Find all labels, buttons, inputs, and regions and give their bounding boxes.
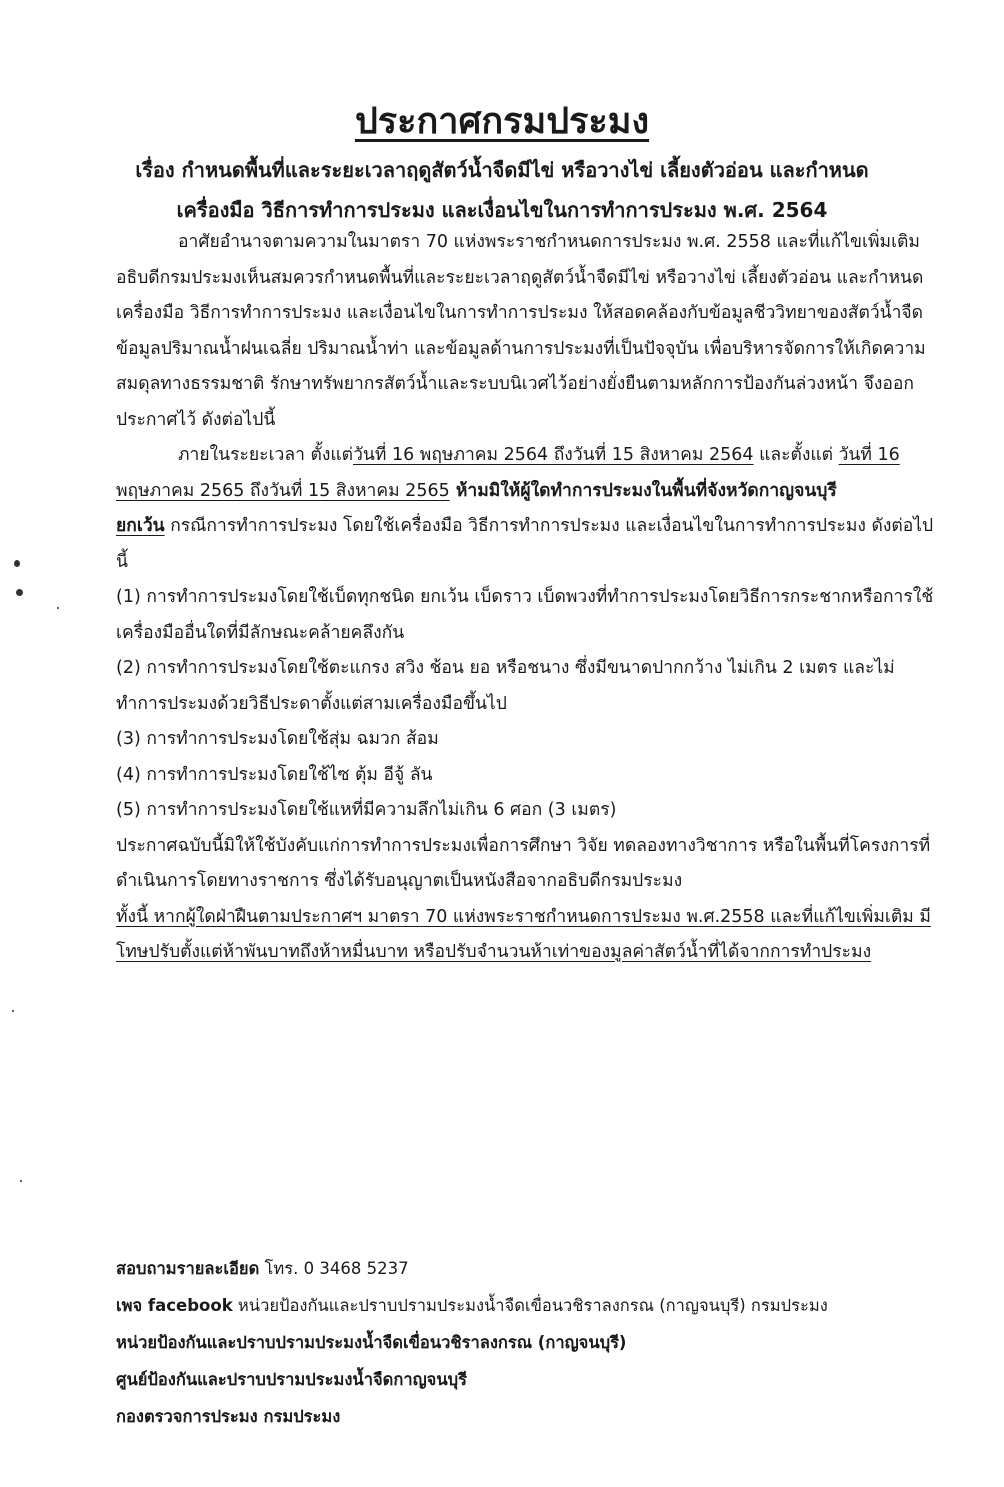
- contact-unit-3: กองตรวจการประมง กรมประมง: [116, 1407, 341, 1426]
- scan-speck: [16, 589, 23, 596]
- exception-item-1: (1) การทำการประมงโดยใช้เบ็ดทุกชนิด ยกเว้น เบ็ดราว เบ็ดพวงที่ทำการประมงโดยวิธีการกระชากหรือการใช้เครื่องมืออื่นใดที่มีลักษณะคล้ายคลึงกัน: [116, 587, 934, 643]
- contact-facebook: [116, 1287, 956, 1324]
- exception-item-2: (2) การทำการประมงโดยใช้ตะแกรง สวิง ช้อน ยอ หรือชนาง ซึ่งมีขนาดปากกว้าง ไม่เกิน 2 เมตร และไม่ทำการประมงด้วยวิธีประดาตั้งแต่สามเครื่องมือขึ้นไป: [116, 658, 895, 714]
- exemption-note: ประกาศฉบับนี้มิให้ใช้บังคับแก่การทำการประมงเพื่อการศึกษา วิจัย ทดลองทางวิชาการ หรือในพื้นที่โครงการที่ดำเนินการโดยทางราชการ ซึ่งได้รับอนุญาตเป็นหนังสือจากอธิบดีกรมประมง: [116, 835, 931, 891]
- prohibition-statement: ห้ามมิให้ผู้ใดทำการประมงในพื้นที่จังหวัดกาญจนบุรี: [449, 480, 837, 501]
- prohibition-connector: และตั้งแต่: [753, 445, 839, 465]
- prohibition-period-1: วันที่ 16 พฤษภาคม 2564 ถึงวันที่ 15 สิงหาคม 2564: [353, 445, 754, 465]
- inquiry-label: สอบถามรายละเอียด: [116, 1259, 260, 1278]
- prohibition-intro: ภายในระยะเวลา ตั้งแต่: [178, 445, 354, 465]
- scan-speck: [57, 607, 59, 609]
- notice-title: [0, 92, 1004, 149]
- contact-inquiry: [116, 1250, 956, 1287]
- facebook-page: หน่วยป้องกันและปราบปรามประมงน้ำจืดเขื่อนวชิราลงกรณ (กาญจนบุรี) กรมประมง: [232, 1296, 828, 1315]
- contact-unit-2: ศูนย์ป้องกันและปราบปรามประมงน้ำจืดกาญจนบุรี: [116, 1370, 467, 1389]
- exception-text: กรณีการทำการประมง โดยใช้เครื่องมือ วิธีการทำการประมง และเงื่อนไขในการทำการประมง ดังต่อไปนี้: [116, 516, 934, 572]
- subject-line-1: เรื่อง กำหนดพื้นที่และระยะเวลาฤดูสัตว์น้ำจืดมีไข่ หรือวางไข่ เลี้ยงตัวอ่อน และกำหนด: [135, 158, 869, 182]
- scan-speck: [12, 1010, 14, 1012]
- inquiry-phone: โทร. 0 3468 5237: [259, 1259, 409, 1278]
- exception-item-3: (3) การทำการประมงโดยใช้สุ่ม ฉมวก ส้อม: [116, 729, 439, 749]
- exception-paragraph: [116, 509, 942, 580]
- facebook-label: เพจ facebook: [116, 1296, 233, 1315]
- scan-speck: [14, 560, 20, 567]
- notice-title-text: ประกาศกรมประมง: [354, 101, 650, 142]
- scan-speck: [20, 1180, 22, 1182]
- exception-item-4: (4) การทำการประมงโดยใช้ไซ ตุ้ม อีจู้ ลัน: [116, 764, 433, 785]
- contact-unit-1: หน่วยป้องกันและปราบปรามประมงน้ำจืดเขื่อนวชิราลงกรณ (กาญจนบุรี): [116, 1333, 627, 1352]
- authority-paragraph: อาศัยอำนาจตามความในมาตรา 70 แห่งพระราชกำหนดการประมง พ.ศ. 2558 และที่แก้ไขเพิ่มเติม อธิบดีกรมประมงเห็นสมควรกำหนดพื้นที่และระยะเวลาฤดูสัตว์น้ำจืดมีไข่ หรือวางไข่ เลี้ยงตัวอ่อน และกำหนดเครื่องมือ วิธีการทำการประมง และเงื่อนไขในการทำการประมง ให้สอดคล้องกับข้อมูลชีววิทยาของสัตว์น้ำจืด ข้อมูลปริมาณน้ำฝนเฉลี่ย ปริมาณน้ำท่า และข้อมูลด้านการประมงที่เป็นปัจจุบัน เพื่อบริหารจัดการให้เกิดความสมดุลทางธรรมชาติ รักษาทรัพยากรสัตว์น้ำและระบบนิเวศไว้อย่างยั่งยืนตามหลักการป้องกันล่วงหน้า จึงออกประกาศไว้ ดังต่อไปนี้: [116, 232, 926, 430]
- notice-body: [116, 225, 942, 971]
- penalty-paragraph: ทั้งนี้ หากผู้ใดฝ่าฝืนตามประกาศฯ มาตรา 70 แห่งพระราชกำหนดการประมง พ.ศ.2558 และที่แก้ไขเพิ่มเติม มีโทษปรับตั้งแต่ห้าพันบาทถึงห้าหมื่นบาท หรือปรับจำนวนห้าเท่าของมูลค่าสัตว์น้ำที่ได้จากการทำประมง: [116, 906, 931, 962]
- exception-label: ยกเว้น: [116, 516, 165, 536]
- subject-line-2: เครื่องมือ วิธีการทำการประมง และเงื่อนไขในการทำการประมง พ.ศ. 2564: [176, 198, 828, 222]
- notice-subject: [60, 150, 944, 230]
- prohibition-period-2: วันที่ 16 พฤษภาคม 2565 ถึงวันที่ 15 สิงหาคม 2565: [116, 445, 900, 501]
- exception-item-5: (5) การทำการประมงโดยใช้แหที่มีความลึกไม่เกิน 6 ศอก (3 เมตร): [116, 800, 617, 820]
- contact-block: [116, 1250, 956, 1435]
- prohibition-paragraph: [116, 438, 942, 509]
